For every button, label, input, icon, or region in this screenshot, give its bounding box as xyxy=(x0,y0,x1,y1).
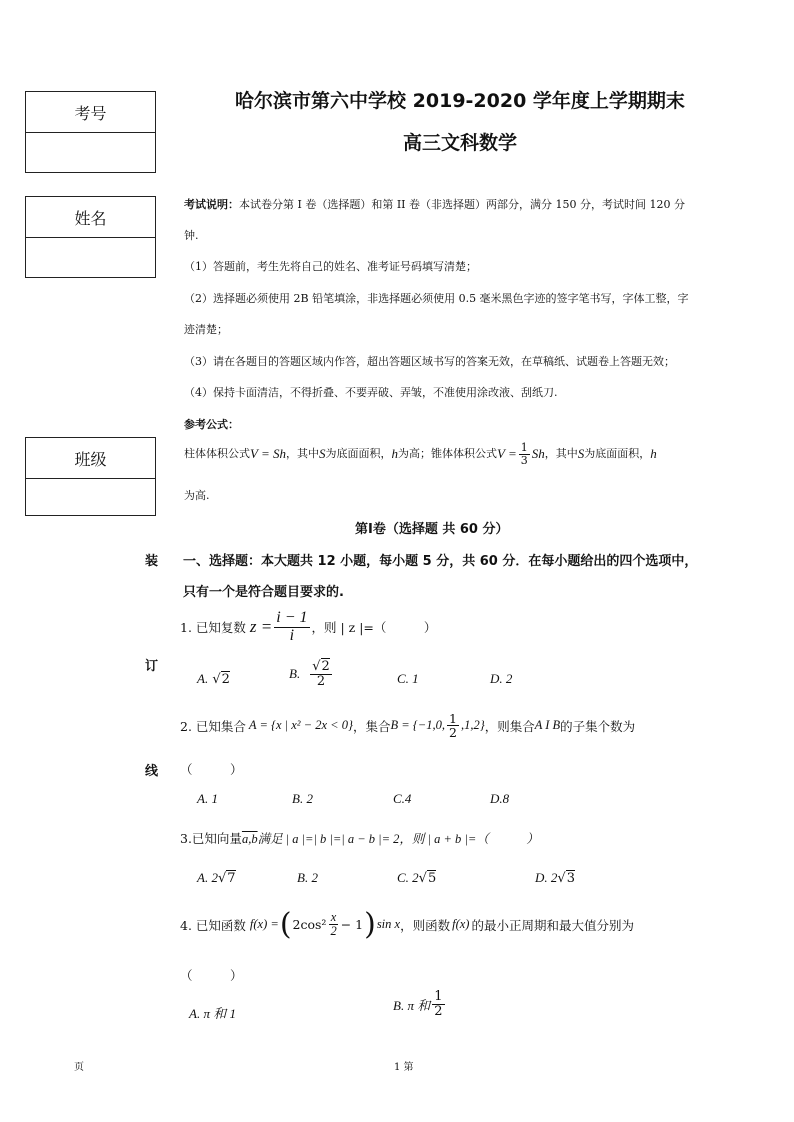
q3-vectors: a,b xyxy=(241,832,258,846)
question-4 xyxy=(180,907,634,942)
q4-stem: 的最小正周期和最大值分别为 xyxy=(471,917,634,933)
instruction-item-4: （4）保持卡面清洁，不得折叠、不要弄破、弄皱，不准使用涂改液、刮纸刀. xyxy=(184,386,558,399)
q4-stem: 4. 已知函数 xyxy=(180,917,246,933)
instructions-label: 考试说明： xyxy=(184,198,239,211)
left-paren-icon: ( xyxy=(279,907,292,942)
prism-formula: V = Sh xyxy=(250,446,286,462)
q2-option-d: D.8 xyxy=(490,791,510,806)
question-1 xyxy=(180,610,436,645)
q4-sinx: sin x xyxy=(376,917,401,931)
q4-function: f(x) = xyxy=(249,917,279,931)
instructions-line1 xyxy=(184,196,685,214)
formula-text: 为底面面积， xyxy=(325,447,392,461)
exam-subtitle: 高三文科数学 xyxy=(402,132,517,154)
instruction-item-2a: （2）选择题必须使用 2B 铅笔填涂，非选择题必须使用 0.5 毫米黑色字迹的签字笔书写，字体工整，字 xyxy=(184,292,689,305)
instruction-item-3: （3）请在各题目的答题区域内作答，超出答题区域书写的答案无效，在草稿纸、试题卷上答题无效； xyxy=(184,355,675,368)
formula-var: h xyxy=(650,446,657,462)
q3-condition: 满足 | a |=| b |=| a − b |= 2，则 | a + b |=（ ） xyxy=(257,832,539,846)
exam-number-box xyxy=(25,91,156,173)
q2-set-b: B = {−1,0, xyxy=(390,718,445,733)
q3-option-b: B. 2 xyxy=(297,870,318,885)
q3-option-a: A. 2√7 xyxy=(197,870,236,886)
q4-minus-one: − 1 xyxy=(340,917,364,932)
q1-option-b: B. $\frac{√2}{2}$ xyxy=(289,659,330,689)
formula-text: 柱体体积公式 xyxy=(184,447,250,461)
q2-half: $\frac{1}{2}$ xyxy=(448,711,457,741)
q2-option-b: B. 2 xyxy=(292,791,313,806)
q1-stem: ，则 | z |=（ ） xyxy=(311,620,437,636)
section-intro-2: 只有一个是符合题目要求的. xyxy=(183,585,344,600)
class-box xyxy=(25,437,156,516)
instructions-text: 本试卷分第 I 卷（选择题）和第 II 卷（非选择题）两部分，满分 150 分，考试时间 120 分 xyxy=(239,198,685,211)
q3-option-c: C. 2√5 xyxy=(397,870,437,886)
q4-option-b: B. π 和 $\frac{1}{2}$ xyxy=(393,989,443,1019)
q4-x-half: $\frac{x}{2}$ xyxy=(330,909,337,938)
formula-text: 为高；锥体体积公式 xyxy=(397,447,497,461)
binding-mark-xian: 线 xyxy=(145,764,159,779)
q2-stem: ，则集合 xyxy=(484,718,535,734)
binding-mark-zhuang: 装 xyxy=(145,554,159,569)
formula-var: S xyxy=(577,446,585,462)
formula-line-end: 为高. xyxy=(184,489,210,502)
q1-option-c: C. 1 xyxy=(397,671,419,686)
exam-title: 哈尔滨市第六中学校 2019-2020 学年度上学期期末 xyxy=(235,90,685,112)
q4-function: f(x) xyxy=(452,917,470,931)
one-third-fraction: $\frac{1}{3}$ xyxy=(520,441,528,467)
q2-stem: ，集合 xyxy=(352,718,391,734)
q2-stem: 的子集个数为 xyxy=(560,718,636,734)
class-label: 班级 xyxy=(26,438,155,479)
formula-var: Sh xyxy=(531,446,545,462)
section-title: 第Ⅰ卷（选择题 共 60 分） xyxy=(355,522,509,537)
q3-option-d: D. 2√3 xyxy=(535,870,575,886)
q2-paren: （ ） xyxy=(180,762,243,777)
formula-text: 为底面面积， xyxy=(584,447,651,461)
formula-var: h xyxy=(391,446,398,462)
q2-option-a: A. 1 xyxy=(197,791,218,806)
question-2 xyxy=(180,712,635,739)
q1-option-a: A. √2 xyxy=(197,671,230,687)
q2-stem: 2. 已知集合 xyxy=(180,718,246,734)
formula-text: ，其中 xyxy=(285,447,319,461)
q1-option-d: D. 2 xyxy=(490,671,513,686)
q2-set-a: A = {x | x² − 2x < 0} xyxy=(248,718,353,733)
q4-stem: ，则函数 xyxy=(400,917,451,933)
instruction-item-1: （1）答题前，考生先将自己的姓名、准考证号码填写清楚； xyxy=(184,260,477,273)
q4-option-a: A. π 和 1 xyxy=(189,1006,236,1021)
right-paren-icon: ) xyxy=(364,907,376,942)
q1-fraction: $\frac{i - 1}{i}$ xyxy=(276,609,308,644)
name-label: 姓名 xyxy=(26,197,155,238)
q2-option-c: C.4 xyxy=(393,791,412,806)
q2-set-b-end: ,1,2} xyxy=(460,718,485,733)
instructions-line1b: 钟. xyxy=(184,229,199,242)
footer-page: 1 第 xyxy=(394,1062,414,1073)
exam-number-label: 考号 xyxy=(26,92,155,133)
name-box xyxy=(25,196,156,278)
pyramid-formula: V = xyxy=(496,446,517,462)
formula-line xyxy=(184,442,657,466)
binding-mark-ding: 订 xyxy=(145,659,159,674)
q4-paren: （ ） xyxy=(180,968,243,983)
q3-stem: 3.已知向量 xyxy=(180,831,242,846)
formula-label: 参考公式： xyxy=(184,418,239,431)
q4-cos: 2cos² xyxy=(292,917,327,932)
q1-stem: 1. 已知复数 xyxy=(180,620,246,636)
formula-text: ，其中 xyxy=(544,447,578,461)
instruction-item-2b: 迹清楚； xyxy=(184,323,228,336)
section-intro-1: 一、选择题：本大题共 12 小题，每小题 5 分，共 60 分．在每小题给出的四个选项中， xyxy=(183,554,698,569)
footer-left: 页 xyxy=(74,1062,84,1073)
q1-z: z = xyxy=(249,617,273,637)
question-3 xyxy=(180,829,539,847)
q2-intersection: A I B xyxy=(534,718,561,733)
formula-var: S xyxy=(318,446,326,462)
